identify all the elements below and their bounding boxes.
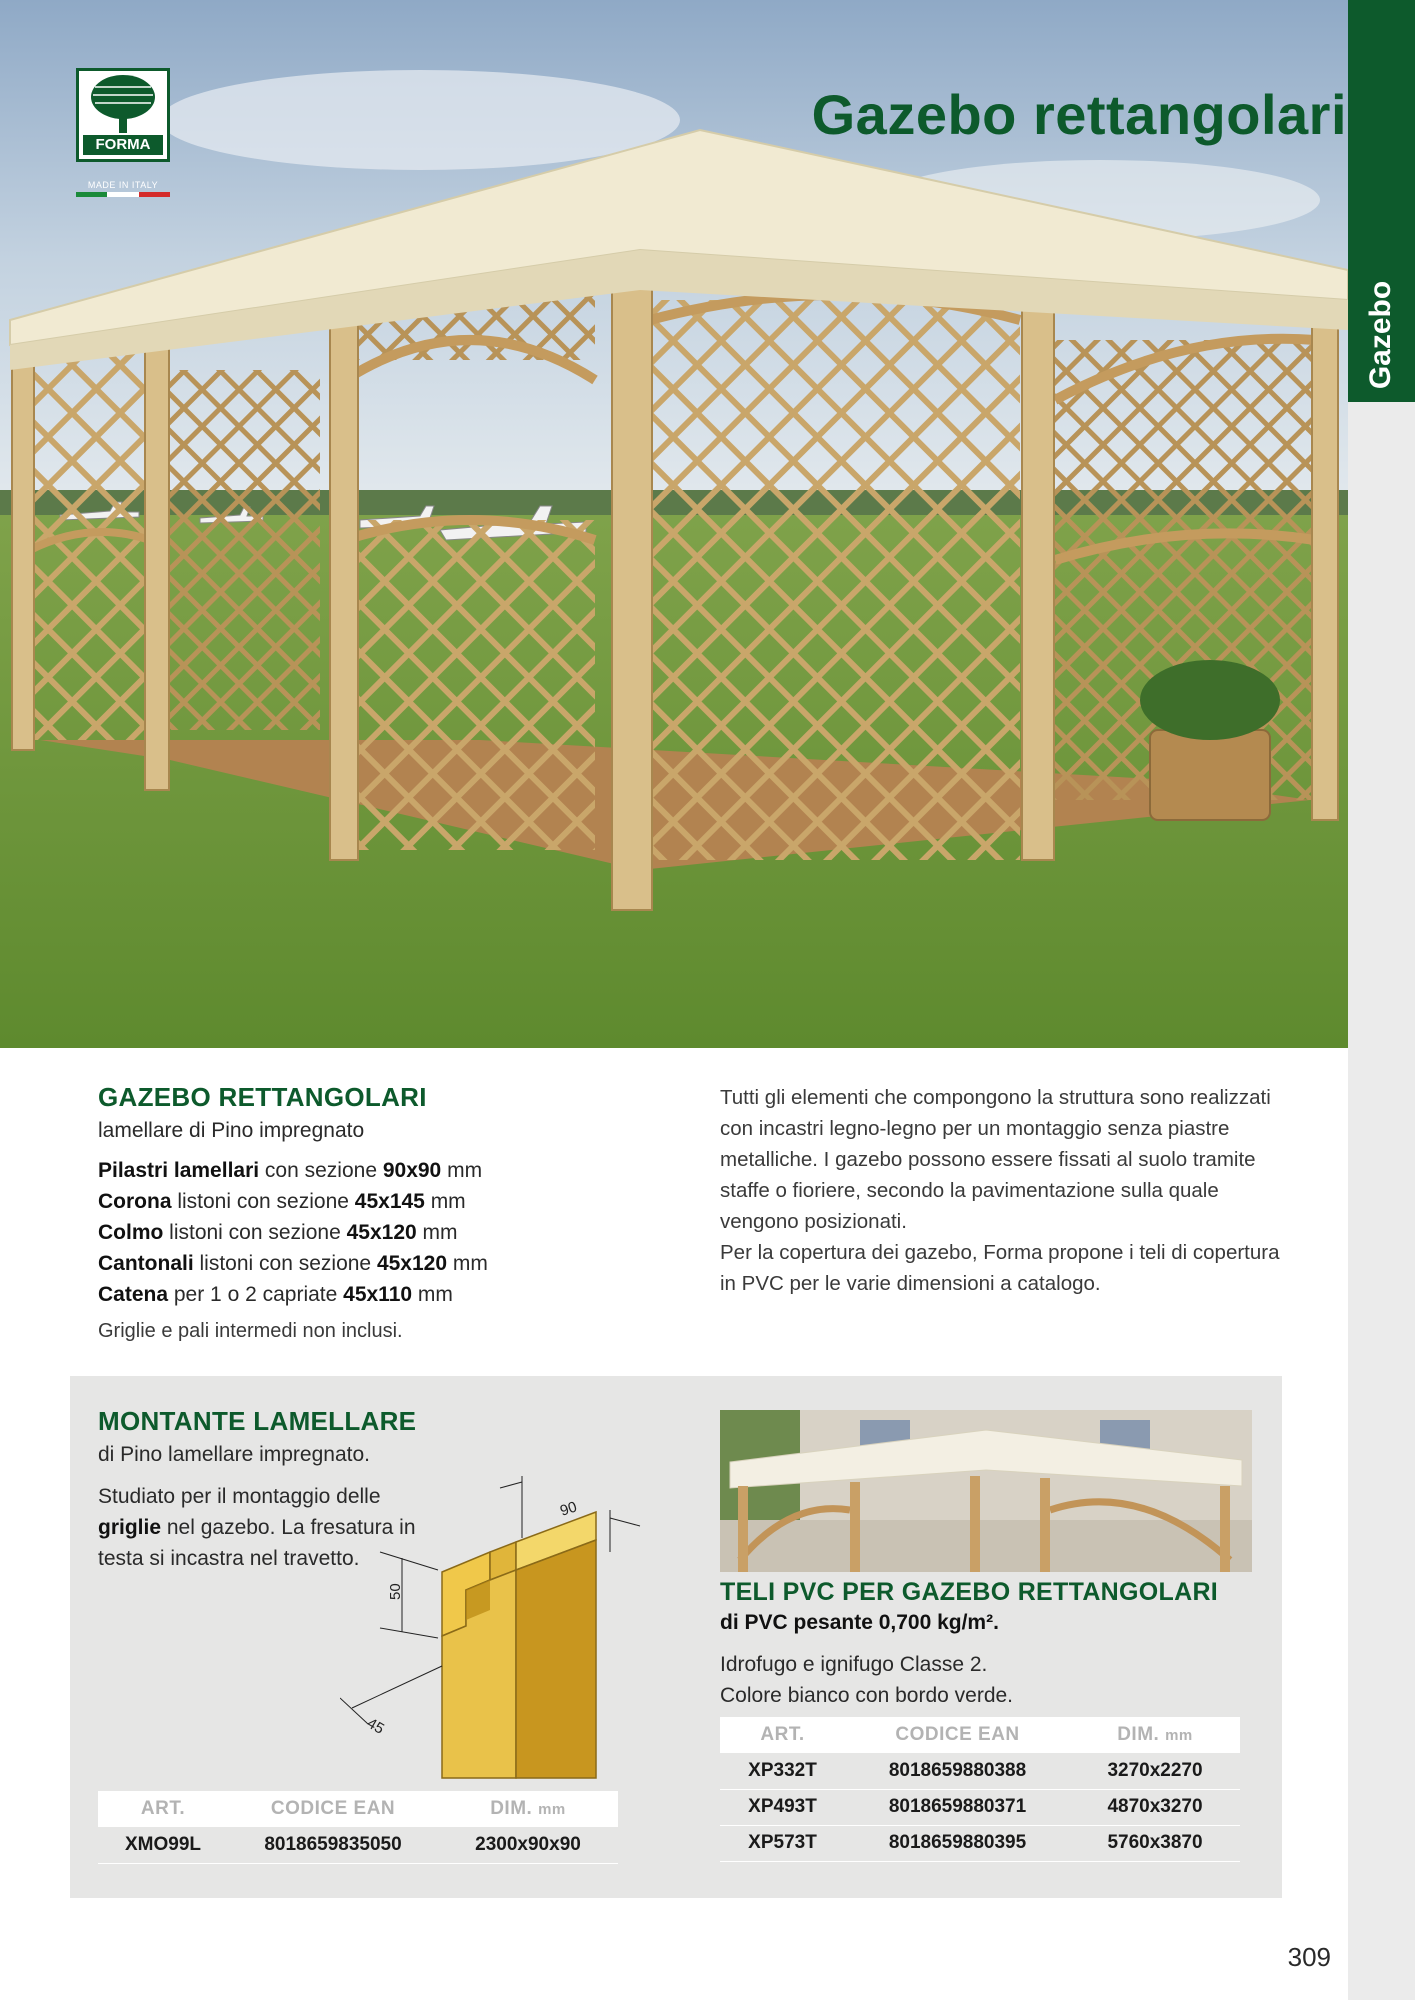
description-paragraph: Per la copertura dei gazebo, Forma propone i teli di copertura in PVC per le varie dimensioni a catalogo. [720,1241,1280,1295]
dim-label-45: 45 [364,1714,387,1738]
italian-flag-icon [76,192,170,197]
spec-item: Catena per 1 o 2 capriate 45x110 mm [98,1283,453,1306]
teli-body [720,1649,1260,1711]
cell-ean: 8018659880395 [845,1825,1070,1861]
col-dim: DIM. mm [1070,1717,1240,1753]
col-art: ART. [98,1791,228,1827]
table-header-row [720,1717,1240,1753]
table-row [98,1827,618,1863]
pvc-cover-photo [720,1410,1252,1572]
made-in-italy-label: MADE IN ITALY [87,180,159,190]
teli-subtitle: di PVC pesante 0,700 kg/m². [720,1611,999,1634]
flag-green [76,192,107,197]
montante-table [98,1791,618,1864]
product-long-description [720,1082,1280,1299]
dim-label-50: 50 [387,1583,404,1600]
montante-subtitle: di Pino lamellare impregnato. [98,1443,370,1466]
cell-art: XP332T [720,1753,845,1789]
description-paragraph: Tutti gli elementi che compongono la struttura sono realizzati con incastri legno-legno per un montaggio senza piastre metalliche. I gazebo possono essere fissati al suolo tramite staffe o fioriere, secondo la pavimentazione sulla quale vengono posizionati. [720,1086,1271,1233]
product-note: Griglie e pali intermedi non inclusi. [98,1320,403,1342]
flag-white [107,192,138,197]
hero-photo [0,0,1348,1048]
cell-art: XP493T [720,1789,845,1825]
cell-dim: 3270x2270 [1070,1753,1240,1789]
teli-table [720,1717,1240,1862]
spec-item: Colmo listoni con sezione 45x120 mm [98,1221,458,1244]
gazebo-photo-illustration [0,0,1348,1048]
col-art: ART. [720,1717,845,1753]
teli-body-line: Idrofugo e ignifugo Classe 2. [720,1653,988,1676]
spec-item: Cantonali listoni con sezione 45x120 mm [98,1252,488,1275]
product-description [98,1082,658,1343]
teli-section [720,1578,1260,1711]
cell-ean: 8018659835050 [228,1827,438,1863]
cell-dim: 2300x90x90 [438,1827,618,1863]
cell-ean: 8018659880371 [845,1789,1070,1825]
table-row [720,1753,1240,1789]
col-ean: CODICE EAN [228,1791,438,1827]
dim-label-90: 90 [557,1498,580,1520]
col-ean: CODICE EAN [845,1717,1070,1753]
col-dim: DIM. mm [438,1791,618,1827]
cell-art: XP573T [720,1825,845,1861]
product-title: GAZEBO RETTANGOLARI [98,1082,427,1112]
forma-logo [76,68,170,197]
cell-art: XMO99L [98,1827,228,1863]
logo-box [76,68,170,162]
product-subtitle: lamellare di Pino impregnato [98,1119,365,1142]
cell-dim: 5760x3870 [1070,1825,1240,1861]
montante-diagram [340,1460,660,1780]
spec-item: Corona listoni con sezione 45x145 mm [98,1190,466,1213]
tree-icon [79,71,167,135]
page-title: Gazebo rettangolari [811,83,1347,146]
spec-list [98,1155,658,1310]
montante-body: Studiato per il montaggio delle griglie nel gazebo. La fresatura in testa si incastra nel travetto. [98,1485,416,1570]
spec-item: Pilastri lamellari con sezione 90x90 mm [98,1159,483,1182]
cell-dim: 4870x3270 [1070,1789,1240,1825]
section-tab-label: Gazebo [1364,280,1397,390]
flag-red [139,192,170,197]
table-row [720,1825,1240,1861]
table-row [720,1789,1240,1825]
table-header-row [98,1791,618,1827]
pvc-gazebo-photo [720,1410,1252,1572]
page-number: 309 [1287,1942,1331,1972]
logo-name: FORMA [83,135,163,155]
post-section-diagram [340,1460,660,1780]
cell-ean: 8018659880388 [845,1753,1070,1789]
teli-body-line: Colore bianco con bordo verde. [720,1684,1014,1707]
teli-title: TELI PVC PER GAZEBO RETTANGOLARI [720,1578,1219,1606]
montante-title: MONTANTE LAMELLARE [98,1406,417,1436]
